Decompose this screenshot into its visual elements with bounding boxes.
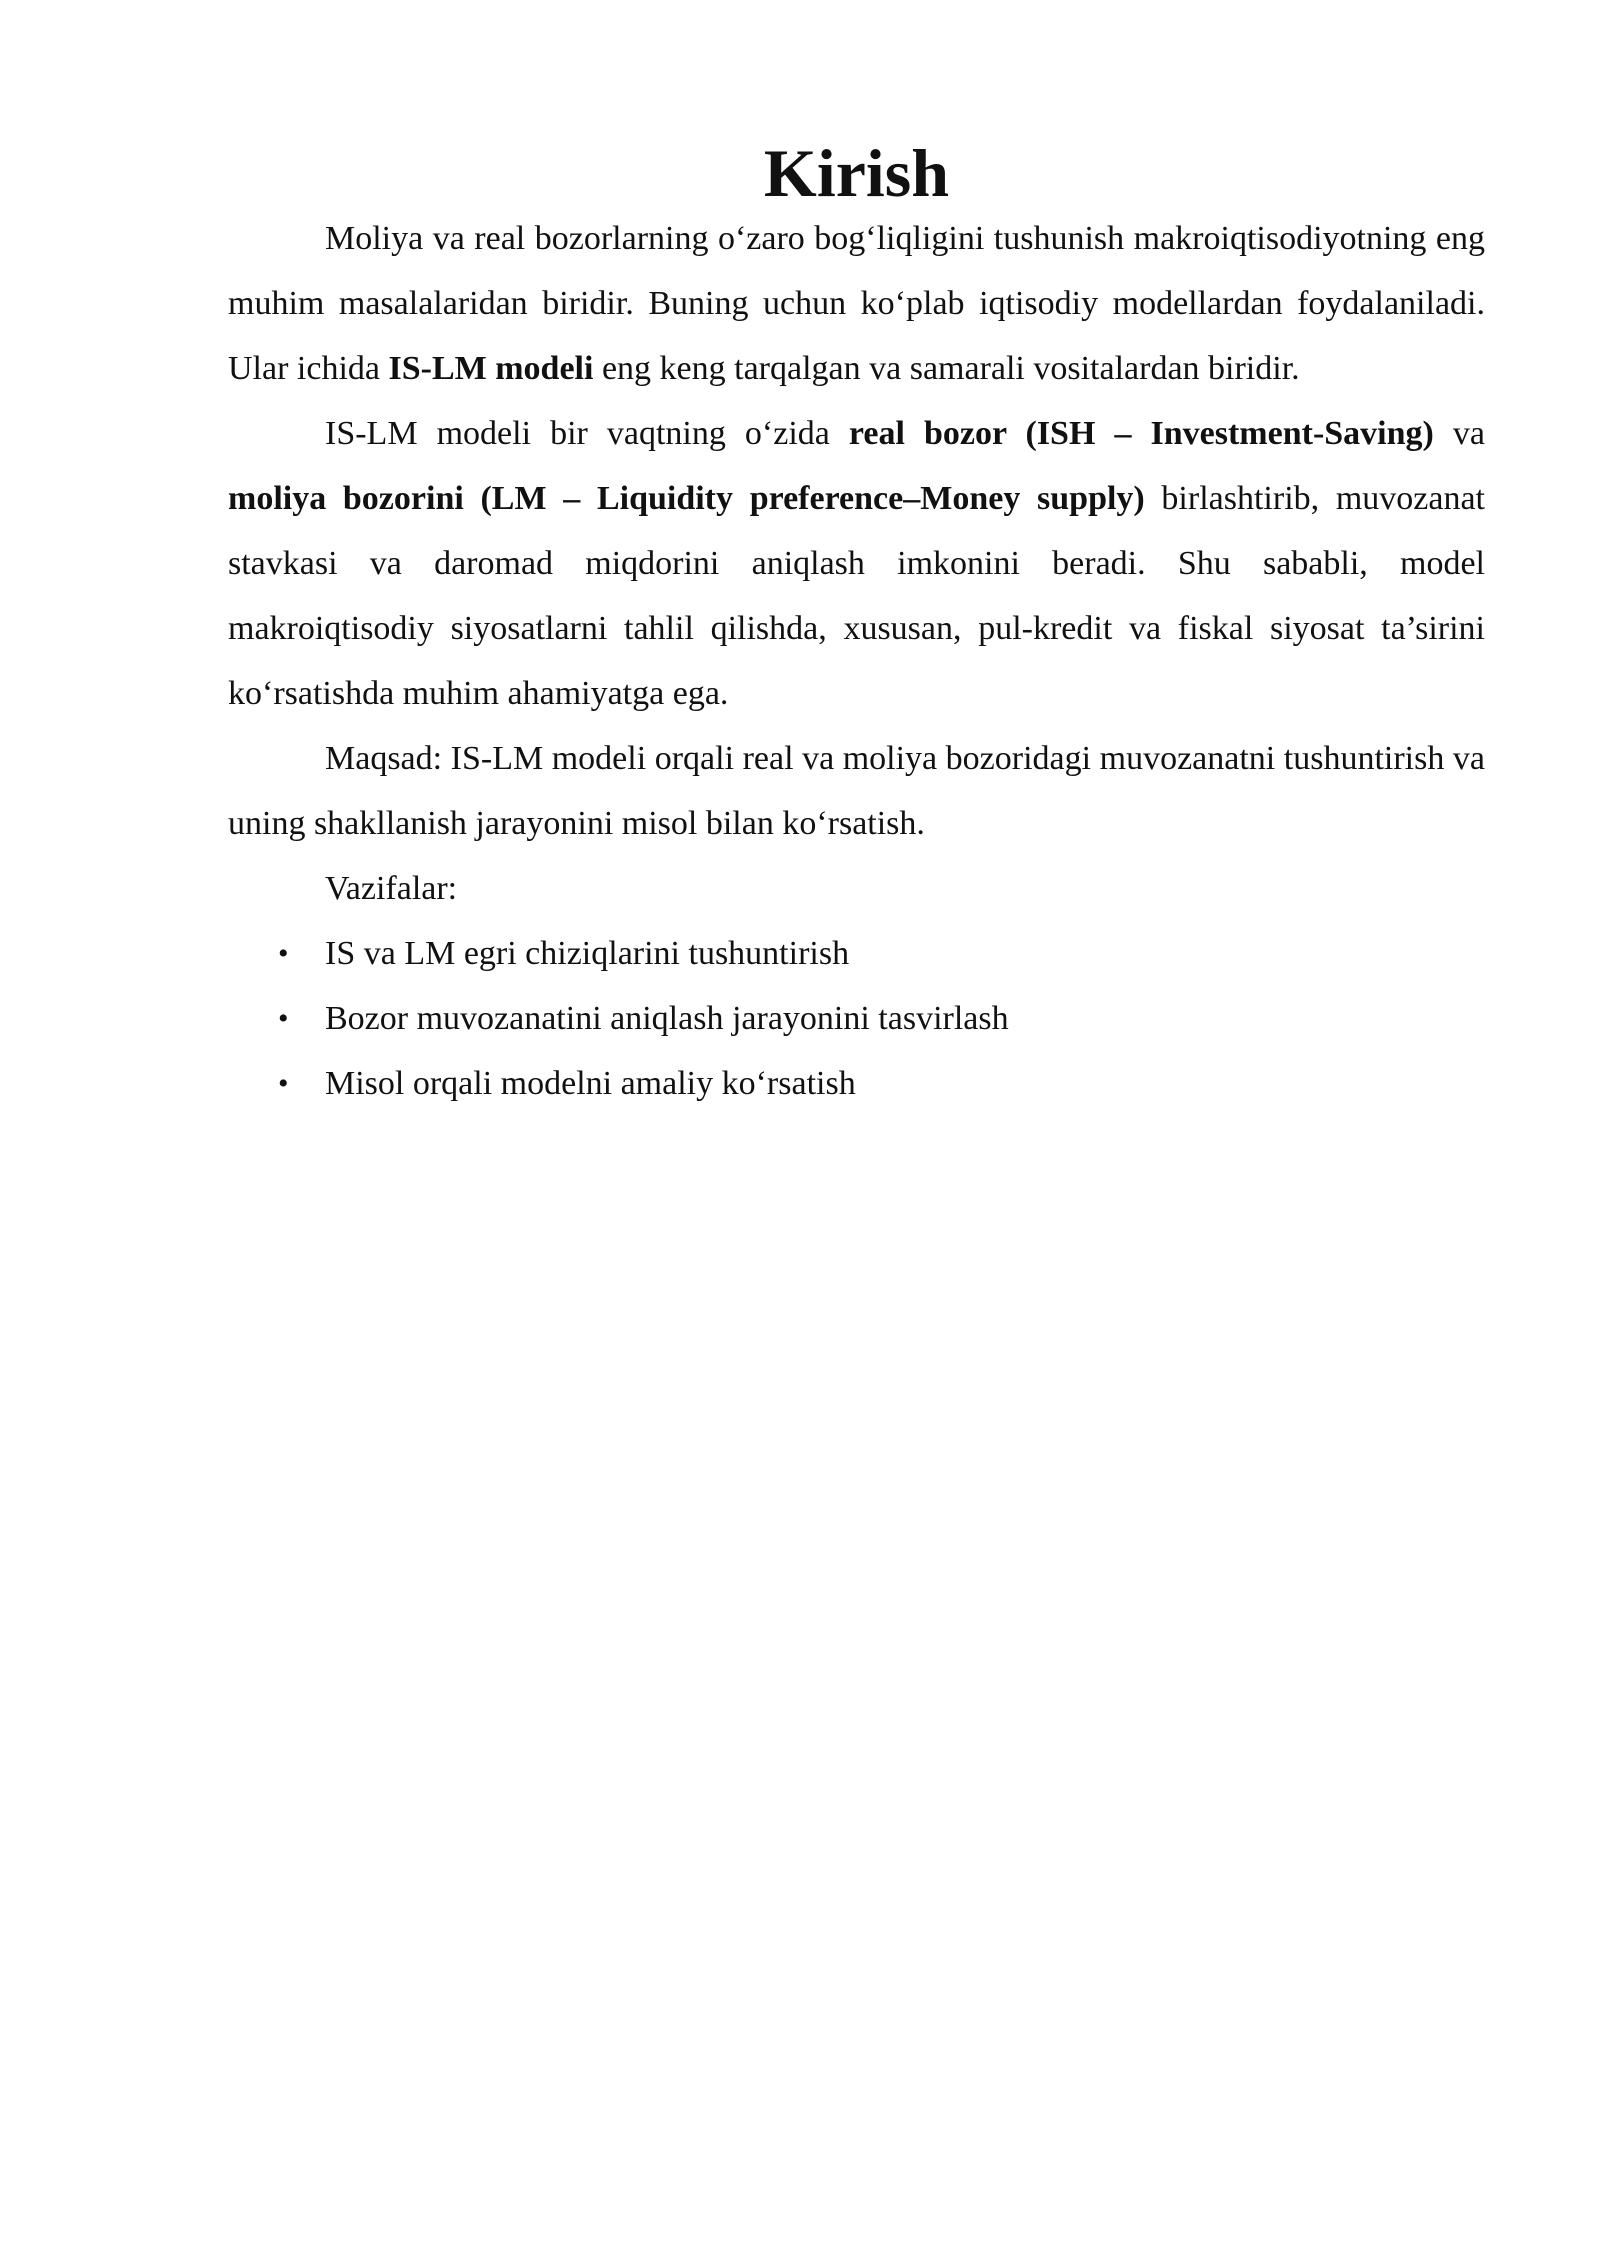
intro-paragraph	[228, 206, 1485, 401]
model-paragraph-middle: va	[1433, 415, 1485, 452]
bullet-icon: •	[278, 1067, 289, 1100]
model-paragraph-bold-money: moliya bozorini (LM – Liquidity preference–Money supply)	[228, 480, 1145, 517]
model-paragraph-start: IS-LM modeli bir vaqtning o‘zida	[325, 415, 849, 452]
model-paragraph-bold-real: real bozor (ISH – Investment-Saving)	[848, 415, 1434, 452]
bullet-icon: •	[278, 937, 289, 970]
model-paragraph	[228, 401, 1485, 726]
page-title: Kirish	[763, 135, 950, 211]
list-item	[228, 986, 1485, 1051]
intro-paragraph-text: Moliya va real bozorlarning o‘zaro bog‘liqligini tushunish makroiqtisodiyotning eng muhim masalalaridan biridir. Buning uchun ko‘plab iqtisodiy modellardan foydalaniladi. Ular ichida	[228, 220, 1485, 387]
document-content	[228, 135, 1485, 1116]
bullet-icon: •	[278, 1002, 289, 1035]
intro-paragraph-end: eng keng tarqalgan va samarali vositalardan biridir.	[593, 350, 1300, 387]
list-item-text: Misol orqali modelni amaliy ko‘rsatish	[325, 1065, 856, 1102]
list-item	[228, 921, 1485, 986]
goal-paragraph: Maqsad: IS-LM modeli orqali real va moliya bozoridagi muvozanatni tushuntirish va uning shakllanish jarayonini misol bilan ko‘rsatish.	[228, 740, 1485, 842]
model-paragraph-end: birlashtirib, muvozanat stavkasi va daromad miqdorini aniqlash imkonini beradi. Shu sababli, model makroiqtisodiy siyosatlarni tahlil qilishda, xususan, pul-kredit va fiskal siyosat ta’sirini ko‘rsatishda muhim ahamiyatga ega.	[228, 480, 1485, 712]
tasks-list	[228, 921, 1485, 1116]
intro-paragraph-bold: IS-LM modeli	[388, 350, 594, 387]
list-item-text: IS va LM egri chiziqlarini tushuntirish	[325, 935, 850, 972]
list-item	[228, 1051, 1485, 1116]
tasks-heading: Vazifalar:	[325, 870, 458, 907]
list-item-text: Bozor muvozanatini aniqlash jarayonini tasvirlash	[325, 1000, 1009, 1037]
